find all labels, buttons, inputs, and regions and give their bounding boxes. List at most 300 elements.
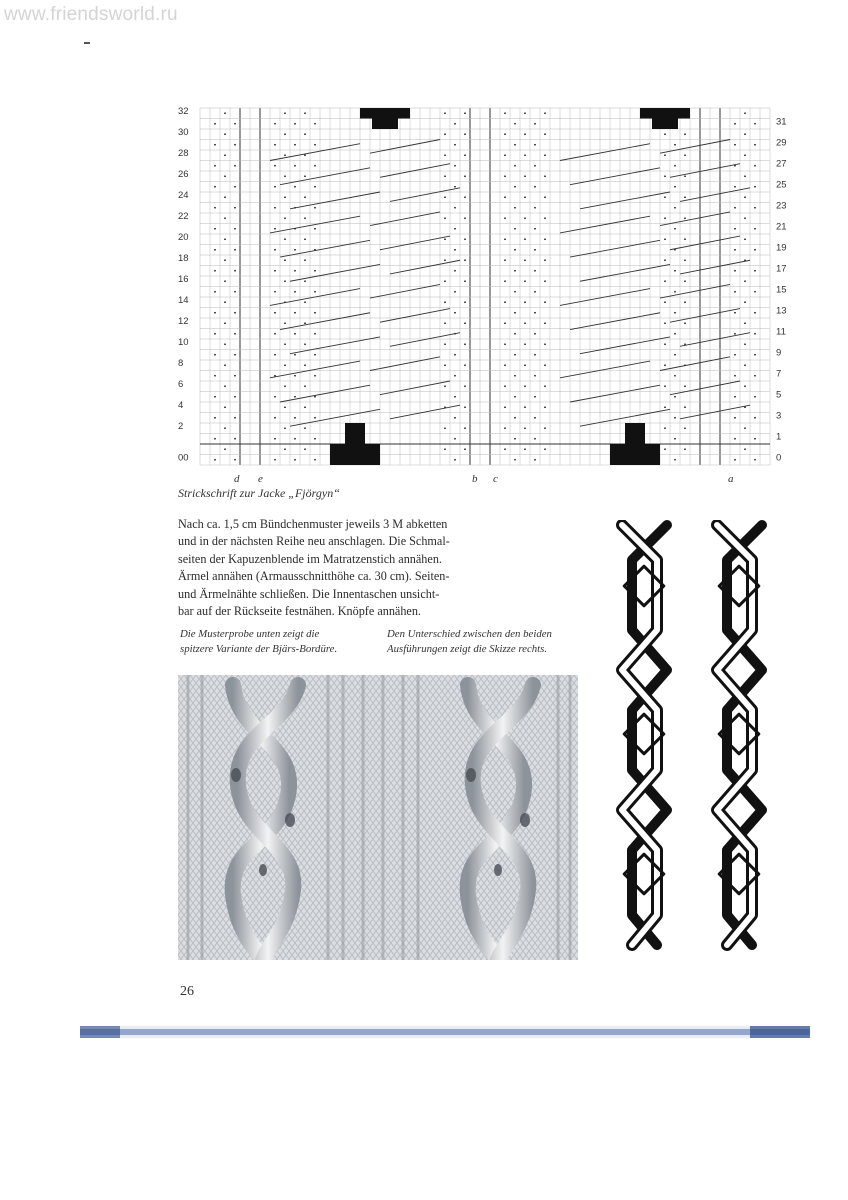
purl-dot — [304, 238, 306, 240]
row-label-left: 16 — [178, 274, 189, 285]
purl-dot — [544, 427, 546, 429]
purl-dot — [304, 196, 306, 198]
purl-dot — [314, 144, 316, 146]
page-corner-mark — [84, 42, 90, 44]
watermark-text: www.friendsworld.ru — [4, 4, 178, 25]
purl-dot — [224, 217, 226, 219]
purl-dot — [514, 270, 516, 272]
braid-left — [622, 525, 667, 945]
purl-dot — [504, 301, 506, 303]
chart-row-labels-left — [178, 106, 189, 464]
purl-dot — [464, 133, 466, 135]
purl-dot — [514, 144, 516, 146]
cable-stroke — [570, 168, 660, 185]
purl-dot — [224, 301, 226, 303]
purl-dot — [444, 448, 446, 450]
purl-dot — [274, 228, 276, 230]
purl-dot — [734, 375, 736, 377]
purl-dot — [304, 217, 306, 219]
purl-dot — [234, 123, 236, 125]
purl-dot — [734, 291, 736, 293]
purl-dot — [284, 343, 286, 345]
purl-dot — [684, 154, 686, 156]
purl-dot — [304, 175, 306, 177]
purl-dot — [754, 417, 756, 419]
row-label-left: 30 — [178, 127, 189, 138]
purl-dot — [464, 343, 466, 345]
purl-dot — [274, 291, 276, 293]
purl-dot — [674, 207, 676, 209]
purl-dot — [464, 154, 466, 156]
purl-dot — [314, 291, 316, 293]
purl-dot — [314, 165, 316, 167]
purl-dot — [464, 427, 466, 429]
purl-dot — [734, 144, 736, 146]
top-block — [360, 108, 410, 129]
purl-dot — [524, 259, 526, 261]
cable-stroke — [390, 260, 460, 274]
purl-dot — [284, 154, 286, 156]
purl-dot — [524, 154, 526, 156]
purl-dot — [274, 249, 276, 251]
chart-column-markers — [234, 473, 734, 485]
purl-dot — [534, 270, 536, 272]
purl-dot — [754, 438, 756, 440]
purl-dot — [544, 406, 546, 408]
purl-dot — [304, 259, 306, 261]
sketch-note-line: Ausführungen zeigt die Skizze rechts. — [387, 643, 548, 655]
purl-dot — [534, 144, 536, 146]
purl-dot — [684, 238, 686, 240]
cable-stroke — [580, 337, 670, 354]
purl-dot — [444, 196, 446, 198]
purl-dot — [754, 396, 756, 398]
purl-dot — [684, 406, 686, 408]
purl-dot — [684, 259, 686, 261]
row-label-right: 17 — [776, 263, 787, 275]
purl-dot — [284, 133, 286, 135]
purl-dot — [684, 427, 686, 429]
cable-stroke — [560, 216, 650, 233]
purl-dot — [534, 396, 536, 398]
knit-swatch-photo — [178, 675, 578, 960]
purl-dot — [284, 427, 286, 429]
purl-dot — [314, 375, 316, 377]
purl-dot — [754, 333, 756, 335]
purl-dot — [214, 312, 216, 314]
cable-stroke — [580, 192, 670, 209]
chart-grid — [200, 108, 770, 465]
purl-dot — [524, 112, 526, 114]
purl-dot — [544, 238, 546, 240]
purl-dot — [224, 364, 226, 366]
purl-dot — [464, 280, 466, 282]
purl-dot — [234, 354, 236, 356]
purl-dot — [304, 385, 306, 387]
cable-stroke — [570, 385, 660, 402]
row-label-left: 20 — [178, 232, 189, 243]
purl-dot — [744, 112, 746, 114]
purl-dot — [284, 238, 286, 240]
purl-dot — [534, 438, 536, 440]
purl-dot — [534, 186, 536, 188]
purl-dot — [224, 406, 226, 408]
row-label-left: 28 — [178, 148, 189, 159]
purl-dot — [664, 364, 666, 366]
row-label-left: 4 — [178, 400, 184, 411]
cable-stroke — [290, 337, 380, 354]
purl-dot — [454, 438, 456, 440]
purl-dot — [684, 175, 686, 177]
page-number: 26 — [180, 984, 194, 999]
cable-stroke — [370, 140, 440, 154]
purl-dot — [274, 417, 276, 419]
purl-dot — [454, 165, 456, 167]
purl-dot — [524, 196, 526, 198]
cable-stroke — [380, 381, 450, 395]
purl-dot — [454, 291, 456, 293]
purl-dot — [534, 312, 536, 314]
purl-dot — [274, 165, 276, 167]
cable-stroke — [280, 240, 370, 257]
purl-dot — [314, 312, 316, 314]
purl-dot — [754, 165, 756, 167]
row-label-left: 12 — [178, 316, 189, 327]
chart-row-labels-right — [776, 117, 787, 464]
purl-dot — [534, 249, 536, 251]
cable-stroke — [670, 309, 740, 323]
cable-stroke — [280, 385, 370, 402]
purl-dot — [504, 196, 506, 198]
purl-dot — [734, 354, 736, 356]
cable-stroke — [670, 164, 740, 178]
purl-dot — [744, 448, 746, 450]
purl-dot — [754, 123, 756, 125]
purl-dot — [674, 375, 676, 377]
row-label-left: 10 — [178, 337, 189, 348]
purl-dot — [214, 375, 216, 377]
column-marker: a — [728, 473, 734, 485]
purl-dot — [284, 322, 286, 324]
purl-dot — [504, 175, 506, 177]
purl-dot — [524, 133, 526, 135]
cable-stroke — [380, 164, 450, 178]
purl-dot — [454, 186, 456, 188]
purl-dot — [284, 406, 286, 408]
purl-dot — [444, 217, 446, 219]
purl-dot — [754, 459, 756, 461]
purl-dot — [234, 459, 236, 461]
purl-dot — [534, 417, 536, 419]
purl-dot — [534, 123, 536, 125]
purl-dot — [464, 322, 466, 324]
purl-dot — [234, 270, 236, 272]
purl-dot — [544, 343, 546, 345]
purl-dot — [464, 406, 466, 408]
purl-dot — [454, 228, 456, 230]
purl-dot — [544, 175, 546, 177]
purl-dot — [214, 207, 216, 209]
purl-dot — [464, 385, 466, 387]
purl-dot — [534, 459, 536, 461]
purl-dot — [754, 186, 756, 188]
purl-dot — [544, 322, 546, 324]
purl-dot — [234, 438, 236, 440]
column-marker: d — [234, 473, 240, 485]
sketch-note — [387, 627, 552, 657]
purl-dot — [444, 301, 446, 303]
column-marker: c — [493, 473, 498, 485]
purl-dot — [464, 112, 466, 114]
purl-dot — [234, 186, 236, 188]
purl-dot — [524, 217, 526, 219]
purl-dot — [524, 406, 526, 408]
purl-dot — [234, 228, 236, 230]
purl-dot — [534, 354, 536, 356]
purl-dot — [674, 165, 676, 167]
purl-dot — [284, 448, 286, 450]
purl-dot — [534, 333, 536, 335]
purl-dot — [664, 448, 666, 450]
purl-dot — [514, 186, 516, 188]
chart-caption: Strickschrift zur Jacke „Fjörgyn“ — [178, 486, 340, 500]
purl-dot — [304, 112, 306, 114]
purl-dot — [214, 165, 216, 167]
purl-dot — [214, 123, 216, 125]
row-label-right: 15 — [776, 284, 787, 296]
purl-dot — [314, 417, 316, 419]
purl-dot — [314, 270, 316, 272]
purl-dot — [314, 186, 316, 188]
purl-dot — [664, 217, 666, 219]
purl-dot — [544, 385, 546, 387]
row-label-right: 29 — [776, 137, 787, 149]
purl-dot — [684, 448, 686, 450]
purl-dot — [734, 207, 736, 209]
row-label-right: 25 — [776, 179, 787, 191]
purl-dot — [294, 165, 296, 167]
instruction-line: und in der nächsten Reihe neu anschlagen. Die Schmal- — [178, 534, 450, 549]
purl-dot — [674, 333, 676, 335]
purl-dot — [464, 364, 466, 366]
purl-dot — [664, 385, 666, 387]
purl-dot — [454, 207, 456, 209]
row-label-right: 7 — [776, 368, 782, 380]
purl-dot — [664, 406, 666, 408]
purl-dot — [514, 207, 516, 209]
purl-dot — [684, 196, 686, 198]
cable-stroke — [290, 409, 380, 426]
purl-dot — [214, 354, 216, 356]
purl-dot — [464, 196, 466, 198]
row-label-right: 1 — [776, 431, 782, 443]
purl-dot — [274, 123, 276, 125]
purl-dot — [544, 196, 546, 198]
purl-dot — [444, 133, 446, 135]
purl-dot — [234, 396, 236, 398]
cable-stroke — [370, 357, 440, 371]
purl-dot — [304, 280, 306, 282]
column-marker: e — [258, 473, 263, 485]
purl-dot — [444, 364, 446, 366]
purl-dot — [224, 238, 226, 240]
purl-dot — [294, 417, 296, 419]
purl-dot — [534, 291, 536, 293]
purl-dot — [534, 165, 536, 167]
cable-stroke — [680, 260, 750, 274]
purl-dot — [454, 459, 456, 461]
purl-dot — [214, 396, 216, 398]
purl-dot — [464, 259, 466, 261]
instruction-line: bar auf der Rückseite festnähen. Knöpfe annähen. — [178, 604, 421, 619]
purl-dot — [214, 249, 216, 251]
row-label-right: 3 — [776, 410, 782, 422]
purl-dot — [234, 249, 236, 251]
purl-dot — [314, 438, 316, 440]
purl-dot — [514, 228, 516, 230]
purl-dot — [234, 312, 236, 314]
purl-dot — [544, 280, 546, 282]
row-label-right: 19 — [776, 242, 787, 254]
purl-dot — [504, 154, 506, 156]
braid-right — [717, 525, 762, 945]
purl-dot — [544, 112, 546, 114]
purl-dot — [294, 396, 296, 398]
purl-dot — [274, 186, 276, 188]
purl-dot — [664, 133, 666, 135]
row-label-left: 14 — [178, 295, 189, 306]
row-label-left: 22 — [178, 211, 189, 222]
purl-dot — [444, 238, 446, 240]
purl-dot — [734, 312, 736, 314]
purl-dot — [314, 459, 316, 461]
row-label-right: 23 — [776, 200, 787, 212]
bottom-block — [330, 423, 380, 465]
purl-dot — [504, 280, 506, 282]
purl-dot — [524, 343, 526, 345]
purl-dot — [224, 175, 226, 177]
purl-dot — [444, 322, 446, 324]
purl-dot — [544, 133, 546, 135]
purl-dot — [514, 312, 516, 314]
purl-dot — [734, 396, 736, 398]
purl-dot — [454, 249, 456, 251]
purl-dot — [294, 438, 296, 440]
purl-dot — [274, 270, 276, 272]
purl-dot — [294, 354, 296, 356]
purl-dot — [294, 291, 296, 293]
purl-dot — [284, 364, 286, 366]
purl-dot — [674, 312, 676, 314]
purl-dot — [304, 364, 306, 366]
purl-dot — [684, 217, 686, 219]
row-label-right: 5 — [776, 389, 782, 401]
purl-dot — [744, 322, 746, 324]
purl-dot — [754, 270, 756, 272]
purl-dot — [214, 417, 216, 419]
bottom-block — [610, 423, 660, 465]
purl-dot — [464, 448, 466, 450]
swatch-note-line: spitzere Variante der Bjärs-Bordüre. — [180, 643, 338, 655]
instruction-line: seiten der Kapuzenblende im Matratzenstich annähen. — [178, 551, 442, 566]
row-label-right: 0 — [776, 452, 782, 464]
purl-dot — [214, 438, 216, 440]
cable-stroke — [670, 236, 740, 250]
purl-dot — [304, 154, 306, 156]
purl-dot — [304, 406, 306, 408]
swatch-note-line: Die Musterprobe unten zeigt die — [180, 628, 320, 640]
purl-dot — [274, 354, 276, 356]
purl-dot — [444, 259, 446, 261]
purl-dot — [514, 438, 516, 440]
purl-dot — [234, 417, 236, 419]
purl-dot — [514, 249, 516, 251]
purl-dot — [214, 186, 216, 188]
purl-dot — [304, 301, 306, 303]
purl-dot — [754, 354, 756, 356]
purl-dot — [524, 448, 526, 450]
purl-dot — [284, 196, 286, 198]
purl-dot — [744, 154, 746, 156]
purl-dot — [534, 375, 536, 377]
purl-dot — [224, 154, 226, 156]
purl-dot — [284, 175, 286, 177]
top-block — [640, 108, 690, 129]
sketch-note-line: Den Unterschied zwischen den beiden — [387, 628, 552, 640]
cable-stroke — [380, 309, 450, 323]
purl-dot — [304, 133, 306, 135]
purl-dot — [744, 343, 746, 345]
purl-dot — [664, 427, 666, 429]
purl-dot — [744, 301, 746, 303]
purl-dot — [504, 406, 506, 408]
purl-dot — [504, 322, 506, 324]
purl-dot — [314, 396, 316, 398]
purl-dot — [674, 354, 676, 356]
purl-dot — [274, 438, 276, 440]
cable-stroke — [280, 168, 370, 185]
purl-dot — [464, 175, 466, 177]
cable-stroke — [560, 361, 650, 378]
purl-dot — [464, 238, 466, 240]
cable-stroke — [670, 381, 740, 395]
instruction-line: Ärmel annähen (Armausschnitthöhe ca. 30 cm). Seiten- — [178, 569, 450, 584]
purl-dot — [514, 375, 516, 377]
purl-dot — [744, 427, 746, 429]
purl-dot — [514, 354, 516, 356]
purl-dot — [214, 291, 216, 293]
purl-dot — [234, 165, 236, 167]
row-label-left: 32 — [178, 106, 189, 117]
purl-dot — [544, 217, 546, 219]
purl-dot — [664, 343, 666, 345]
purl-dot — [684, 133, 686, 135]
purl-dot — [454, 123, 456, 125]
purl-dot — [514, 333, 516, 335]
purl-dot — [744, 280, 746, 282]
purl-dot — [684, 280, 686, 282]
purl-dot — [274, 312, 276, 314]
purl-dot — [454, 354, 456, 356]
purl-dot — [514, 459, 516, 461]
purl-dot — [744, 364, 746, 366]
purl-dot — [734, 417, 736, 419]
purl-dot — [744, 217, 746, 219]
purl-dot — [294, 249, 296, 251]
purl-dot — [544, 259, 546, 261]
purl-dot — [314, 207, 316, 209]
purl-dot — [304, 427, 306, 429]
